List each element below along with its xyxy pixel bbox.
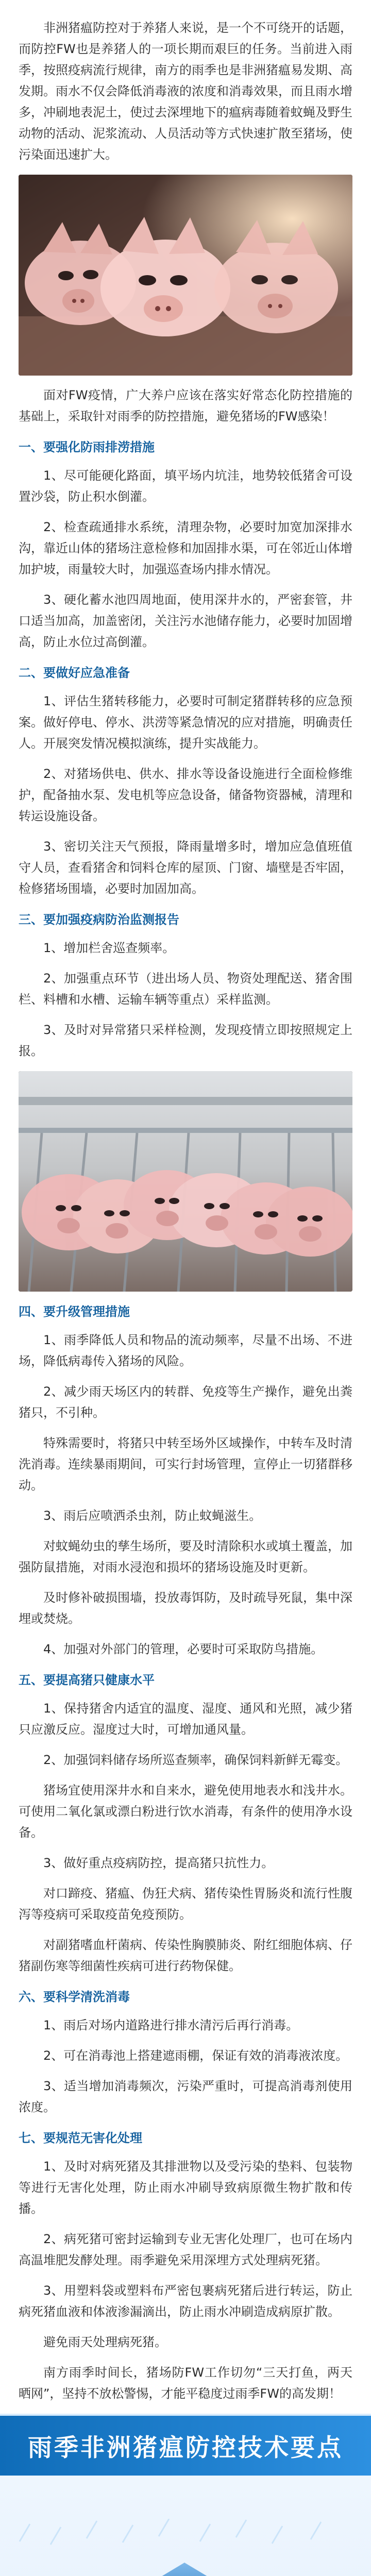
section-1-paragraph-3: 3、硬化蓄水池四周地面，使用深井水的，严密套管，井口适当加高，加盖密闭，关注污水池储存能力，必要时加固增高，防止水位过高倒灌。	[19, 592, 352, 649]
section-7-paragraph-2: 2、病死猪可密封运输到专业无害化处理厂，也可在场内高温堆肥发酵处理。雨季避免采用深埋方式处理病死猪。	[19, 2232, 352, 2267]
section-2-paragraph-1: 1、评估生猪转移能力，必要时可制定猪群转移的应急预案。做好停电、停水、洪涝等紧急情况的应对措施，明确责任人。开展突发情况模拟演练，提升实战能力。	[19, 694, 352, 751]
section-4-paragraph-5: 对蚊蝇幼虫的孳生场所，要及时清除积水或填土覆盖，加强防鼠措施，对雨水浸泡和损坏的猪场设施及时更新。	[19, 1539, 352, 1574]
section-title-7: 七、要规范无害化处理	[19, 2131, 142, 2145]
poster-title: 雨季非洲猪瘟防控技术要点	[0, 2416, 371, 2476]
section-5-paragraph-6: 对副猪嗜血杆菌病、传染性胸膜肺炎、附红细胞体病、仔猪副伤寒等细菌性疾病可进行药物保健。	[19, 1938, 352, 1973]
section-4-paragraph-2: 2、减少雨天场区内的转群、免疫等生产操作，避免出粪猪只，不引种。	[19, 1384, 352, 1420]
section-1-paragraph-2: 2、检查疏通排水系统，清理杂物，必要时加宽加深排水沟，靠近山体的猪场注意检修和加固排水渠，可在邻近山体增加护坡，雨量较大时，加强巡查场内排水情况。	[19, 520, 352, 577]
section-5-paragraph-2: 2、加强饲料储存场所巡查频率，确保饲料新鲜无霉变。	[43, 1753, 348, 1767]
section-7-paragraph-4: 避免雨天处理病死猪。	[43, 2335, 167, 2349]
section-3-paragraph-3: 3、及时对异常猪只采样检测，发现疫情立即按照规定上报。	[19, 1023, 352, 1058]
section-title-6: 六、要科学清洗消毒	[19, 1990, 130, 2004]
section-7-paragraph-3: 3、用塑料袋或塑料布严密包裹病死猪后进行转运，防止病死猪血液和体液渗漏滴出，防止雨水冲刷造成病原扩散。	[19, 2283, 352, 2319]
section-5-paragraph-4: 3、做好重点疫病防控，提高猪只抗性力。	[43, 1856, 274, 1870]
section-3-paragraph-1: 1、增加栏舍巡查频率。	[43, 941, 175, 955]
section-title-5: 五、要提高猪只健康水平	[19, 1673, 155, 1687]
section-5-paragraph-5: 对口蹄疫、猪瘟、伪狂犬病、猪传染性胃肠炎和流行性腹泻等疫病可采取疫苗免疫预防。	[19, 1886, 352, 1922]
poster-illustration	[14, 2519, 357, 2576]
section-title-2: 二、要做好应急准备	[19, 666, 130, 680]
section-4-paragraph-1: 1、雨季降低人员和物品的流动频率，尽量不出场、不进场，降低病毒传入猪场的风险。	[19, 1333, 352, 1368]
intro-paragraph-2: 面对FW疫情，广大养户应该在落实好常态化防控措施的基础上，采取针对雨季的防控措施，避免猪场的FW感染！	[19, 388, 352, 423]
section-6-paragraph-1: 1、雨后对场内道路进行排水清污后再行消毒。	[43, 2018, 299, 2032]
section-title-1: 一、要强化防雨排涝措施	[19, 440, 155, 454]
section-1-paragraph-1: 1、尽可能硬化路面，填平场内坑洼，地势较低猪舍可设置沙袋，防止积水倒灌。	[19, 468, 352, 504]
section-4-paragraph-7: 4、加强对外部门的管理，必要时可采取防鸟措施。	[43, 1642, 324, 1656]
section-7-paragraph-1: 1、及时对病死猪及其排泄物以及受污染的垫料、包装物等进行无害化处理，防止雨水冲刷导致病原微生物扩散和传播。	[19, 2159, 352, 2216]
section-6-paragraph-2: 2、可在消毒池上搭建遮雨棚，保证有效的消毒液浓度。	[43, 2048, 348, 2063]
section-4-paragraph-6: 及时修补破损围墙，投放毒饵防，及时疏导死鼠，集中深埋或焚烧。	[19, 1590, 352, 1626]
section-7-paragraph-5: 南方雨季时间长，猪场防FW工作切勿“三天打鱼，两天晒网”，坚持不放松警惕，才能平稳度过雨季FW的高发期！	[19, 2365, 352, 2401]
section-6-paragraph-3: 3、适当增加消毒频次，污染严重时，可提高消毒剂使用浓度。	[19, 2079, 352, 2114]
section-2-paragraph-3: 3、密切关注天气预报，降雨量增多时，增加应急值班值守人员，查看猪舍和饲料仓库的屋顶、门窗、墙壁是否牢固，检修猪场围墙，必要时加固加高。	[19, 839, 352, 896]
section-4-paragraph-3: 特殊需要时，将猪只中转至场外区域操作，中转车及时清洗消毒。连续暴雨期间，可实行封场管理，宣停止一切猪群移动。	[19, 1436, 352, 1493]
infographic-poster	[0, 2414, 371, 2576]
section-5-paragraph-3: 猪场宜使用深井水和自来水，避免使用地表水和浅井水。可使用二氧化氯或漂白粉进行饮水消毒，有条件的使用净水设备。	[19, 1783, 352, 1840]
pig-farm-photo-top	[19, 175, 352, 376]
section-3-paragraph-2: 2、加强重点环节（进出场人员、物资处理配送、猪舍围栏、料槽和水槽、运输车辆等重点）采样监测。	[19, 971, 352, 1007]
section-title-4: 四、要升级管理措施	[19, 1304, 130, 1319]
pig-farm-photo-middle	[19, 1071, 352, 1292]
section-2-paragraph-2: 2、对猪场供电、供水、排水等设备设施进行全面检修维护，配备抽水泵、发电机等应急设备，储备物资器械，清理和转运设施设备。	[19, 767, 352, 823]
section-5-paragraph-1: 1、保持猪舍内适宜的温度、湿度、通风和光照，减少猪只应激反应。湿度过大时，可增加通风量。	[19, 1701, 352, 1737]
intro-paragraph-1: 非洲猪瘟防控对于养猪人来说，是一个不可绕开的话题，而防控FW也是养猪人的一项长期而艰巨的任务。当前进入雨季，按照疫病流行规律，南方的雨季也是非洲猪瘟易发期、高发期。雨水不仅会降低消毒液的浓度和消毒效果，而且雨水增多，冲刷地表泥土，使过去深埋地下的瘟病毒随着蚊蝇及野生动物的活动、泥浆流动、人员活动等方式快速扩散至猪场，使污染面迅速扩大。	[19, 21, 352, 162]
section-title-3: 三、要加强疫病防治监测报告	[19, 912, 179, 927]
section-4-paragraph-4: 3、雨后应喷洒杀虫剂，防止蚊蝇滋生。	[43, 1509, 262, 1523]
